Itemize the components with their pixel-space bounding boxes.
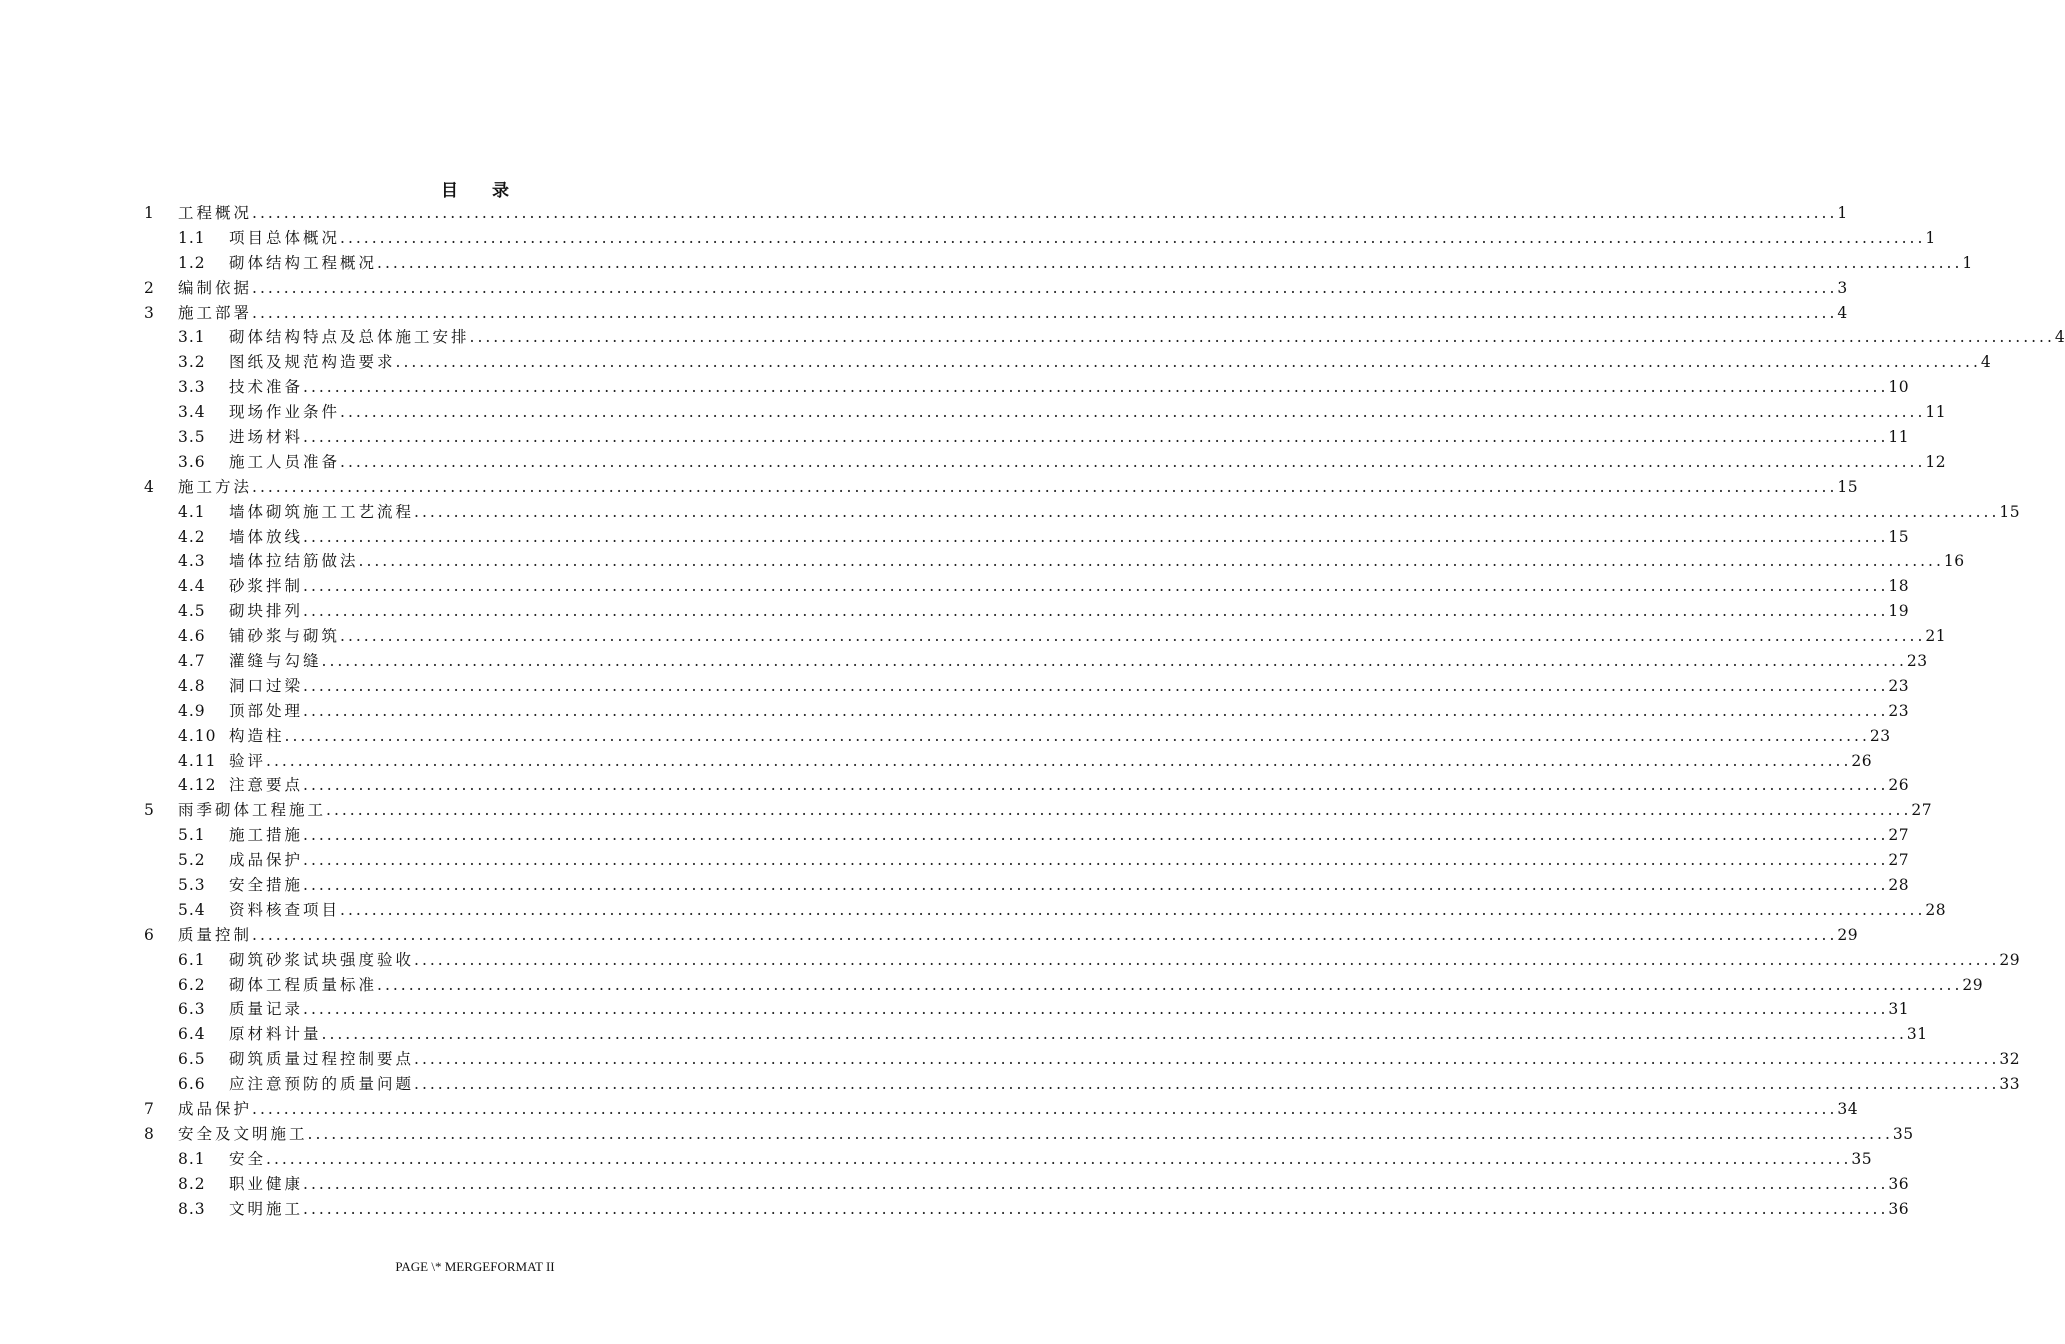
toc-entry-number: 5.1 xyxy=(178,826,206,845)
toc-entry-title: 进场材料 xyxy=(229,428,304,446)
toc-entry-title: 雨季砌体工程施工 xyxy=(178,801,327,820)
toc-entry-number: 4.2 xyxy=(178,527,206,546)
toc-dot-leader: ........................................................................................................................................................................................................ xyxy=(266,751,1852,770)
toc-entry-page: 32 xyxy=(1999,1050,2021,1069)
toc-entry-number: 2 xyxy=(144,278,154,297)
toc-entry[interactable] xyxy=(144,500,2021,525)
toc-entry-title: 墙体放线 xyxy=(229,527,304,546)
toc-entry-number: 4.5 xyxy=(178,602,206,621)
toc-entry-page: 1 xyxy=(1925,228,1936,247)
toc-entry[interactable] xyxy=(144,599,1910,624)
toc-entry-number: 1.1 xyxy=(178,228,206,247)
toc-entry[interactable] xyxy=(144,998,1910,1023)
toc-entry-page: 19 xyxy=(1888,602,1910,621)
toc-dot-leader: ........................................................................................................................................................................................................ xyxy=(303,701,1889,720)
toc-entry-title: 原材料计量 xyxy=(229,1025,322,1044)
toc-dot-leader: ........................................................................................................................................................................................................ xyxy=(303,851,1889,870)
toc-entry-number: 4.7 xyxy=(178,652,206,671)
toc-entry-page: 31 xyxy=(1906,1025,1928,1044)
toc-dot-leader: ........................................................................................................................................................................................................ xyxy=(252,278,1838,297)
toc-entry[interactable] xyxy=(144,898,1947,923)
toc-entry[interactable] xyxy=(144,325,2065,350)
toc-entry[interactable] xyxy=(144,475,1859,500)
toc-entry-page: 27 xyxy=(1888,851,1910,870)
toc-dot-leader: ........................................................................................................................................................................................................ xyxy=(303,602,1889,621)
toc-dot-leader: ........................................................................................................................................................................................................ xyxy=(303,676,1889,695)
toc-entry[interactable] xyxy=(144,624,1947,649)
toc-entry[interactable] xyxy=(144,749,1873,774)
toc-entry[interactable] xyxy=(144,1172,1910,1197)
toc-entry-title: 砌筑砂浆试块强度验收 xyxy=(229,950,415,969)
toc-entry[interactable] xyxy=(144,301,1848,326)
toc-entry-page: 29 xyxy=(1837,925,1859,944)
toc-entry-page: 1 xyxy=(1962,253,1973,272)
toc-entry[interactable] xyxy=(144,948,2021,973)
toc-entry-title: 砌体工程质量标准 xyxy=(229,975,378,994)
toc-dot-leader: ........................................................................................................................................................................................................ xyxy=(414,1050,2000,1069)
toc-entry-page: 11 xyxy=(1888,428,1910,446)
toc-dot-leader: ........................................................................................................................................................................................................ xyxy=(303,527,1889,546)
toc-entry-number: 5.2 xyxy=(178,851,206,870)
toc-entry-number: 3 xyxy=(144,303,154,322)
toc-entry[interactable] xyxy=(144,226,1936,251)
toc-dot-leader: ........................................................................................................................................................................................................ xyxy=(252,477,1838,496)
toc-entry-page: 26 xyxy=(1851,751,1873,770)
toc-entry-title: 铺砂浆与砌筑 xyxy=(229,627,341,646)
toc-entry[interactable] xyxy=(144,798,1933,823)
toc-entry-title: 资料核查项目 xyxy=(229,900,341,919)
toc-entry-title: 施工方法 xyxy=(178,477,253,496)
toc-entry[interactable] xyxy=(144,773,1910,798)
toc-dot-leader: ........................................................................................................................................................................................................ xyxy=(414,1075,2000,1094)
toc-entry[interactable] xyxy=(144,973,1984,998)
toc-entry-number: 6.3 xyxy=(178,1000,206,1019)
toc-dot-leader: ........................................................................................................................................................................................................ xyxy=(340,403,1926,422)
toc-entry-title: 验评 xyxy=(229,751,267,770)
toc-entry-page: 28 xyxy=(1888,876,1910,895)
toc-dot-leader: ........................................................................................................................................................................................................ xyxy=(340,228,1926,247)
toc-entry-number: 6.5 xyxy=(178,1050,206,1069)
toc-entry-number: 6.2 xyxy=(178,975,206,994)
toc-entry-title: 构造柱 xyxy=(229,726,285,745)
toc-entry-number: 4.8 xyxy=(178,676,206,695)
toc-entry-number: 6.4 xyxy=(178,1025,206,1044)
toc-entry-title: 注意要点 xyxy=(229,776,304,795)
toc-entry-title: 安全措施 xyxy=(229,876,304,895)
toc-entry-title: 现场作业条件 xyxy=(229,403,341,422)
toc-entry[interactable] xyxy=(144,201,1848,226)
toc-entry-title: 墙体拉结筋做法 xyxy=(229,552,359,571)
toc-entry-page: 27 xyxy=(1888,826,1910,845)
toc-entry-page: 35 xyxy=(1851,1149,1873,1168)
toc-dot-leader: ........................................................................................................................................................................................................ xyxy=(358,552,1944,571)
toc-title: 目 录 xyxy=(441,181,523,201)
toc-entry-title: 技术准备 xyxy=(229,378,304,397)
toc-entry-page: 16 xyxy=(1943,552,1965,571)
toc-entry-number: 4.1 xyxy=(178,502,206,521)
toc-dot-leader: ........................................................................................................................................................................................................ xyxy=(303,378,1889,397)
toc-entry-page: 31 xyxy=(1888,1000,1910,1019)
toc-entry-title: 质量控制 xyxy=(178,925,253,944)
toc-entry-page: 23 xyxy=(1888,701,1910,720)
toc-dot-leader: ........................................................................................................................................................................................................ xyxy=(303,776,1889,795)
toc-entry-title: 质量记录 xyxy=(229,1000,304,1019)
toc-entry-number: 7 xyxy=(144,1100,154,1119)
toc-entry-number: 5.4 xyxy=(178,900,206,919)
toc-dot-leader: ........................................................................................................................................................................................................ xyxy=(414,502,2000,521)
toc-entry-number: 8.3 xyxy=(178,1199,206,1218)
toc-entry-number: 4.11 xyxy=(178,751,217,770)
toc-entry[interactable] xyxy=(144,525,1910,550)
toc-entry-page: 15 xyxy=(1888,527,1910,546)
toc-dot-leader: ........................................................................................................................................................................................................ xyxy=(303,1000,1889,1019)
toc-entry-number: 4.9 xyxy=(178,701,206,720)
toc-entry[interactable] xyxy=(144,873,1910,898)
toc-entry-page: 23 xyxy=(1906,652,1928,671)
toc-entry[interactable] xyxy=(144,649,1928,674)
toc-entry-page: 4 xyxy=(1980,353,1992,372)
toc-dot-leader: ........................................................................................................................................................................................................ xyxy=(252,925,1838,944)
toc-entry-title: 工程概况 xyxy=(178,203,253,222)
toc-entry[interactable] xyxy=(144,1022,1928,1047)
toc-dot-leader: ........................................................................................................................................................................................................ xyxy=(307,1124,1893,1143)
toc-entry-title: 洞口过梁 xyxy=(229,676,304,695)
toc-entry[interactable] xyxy=(144,848,1910,873)
toc-dot-leader: ........................................................................................................................................................................................................ xyxy=(303,577,1889,596)
toc-entry-page: 34 xyxy=(1837,1100,1859,1119)
toc-entry-title: 砌块排列 xyxy=(229,602,304,621)
toc-dot-leader: ........................................................................................................................................................................................................ xyxy=(414,950,2000,969)
toc-entry-title: 图纸及规范构造要求 xyxy=(229,353,396,372)
toc-entry-number: 5 xyxy=(144,801,154,820)
toc-entry-page: 4 xyxy=(2054,328,2065,347)
toc-entry-page: 12 xyxy=(1925,452,1947,471)
toc-entry-title: 墙体砌筑施工工艺流程 xyxy=(229,502,415,521)
toc-entry-number: 4.6 xyxy=(178,627,206,646)
toc-entry-page: 15 xyxy=(1999,502,2021,521)
toc-dot-leader: ........................................................................................................................................................................................................ xyxy=(303,876,1889,895)
toc-entry[interactable] xyxy=(144,574,1910,599)
toc-entry[interactable] xyxy=(144,923,1859,948)
toc-entry-page: 23 xyxy=(1888,676,1910,695)
toc-entry-page: 21 xyxy=(1925,627,1947,646)
toc-dot-leader: ........................................................................................................................................................................................................ xyxy=(252,1100,1838,1119)
toc-dot-leader: ........................................................................................................................................................................................................ xyxy=(377,253,1963,272)
toc-entry-page: 23 xyxy=(1869,726,1891,745)
toc-entry-title: 砌体结构特点及总体施工安排 xyxy=(229,328,470,347)
toc-entry[interactable] xyxy=(144,251,1973,276)
toc-entry-title: 施工部署 xyxy=(178,303,253,322)
toc-entry[interactable] xyxy=(144,1047,2021,1072)
toc-entry[interactable] xyxy=(144,1122,1914,1147)
toc-entry-title: 项目总体概况 xyxy=(229,228,341,247)
toc-dot-leader: ........................................................................................................................................................................................................ xyxy=(321,652,1907,671)
toc-entry-number: 8.1 xyxy=(178,1149,206,1168)
toc-entry-number: 4 xyxy=(144,477,154,496)
toc-entry-number: 4.3 xyxy=(178,552,206,571)
toc-dot-leader: ........................................................................................................................................................................................................ xyxy=(303,826,1889,845)
toc-entry-page: 33 xyxy=(1999,1075,2021,1094)
toc-entry[interactable] xyxy=(144,1097,1859,1122)
toc-entry-title: 砂浆拌制 xyxy=(229,577,304,596)
toc-entry-page: 1 xyxy=(1837,203,1848,222)
toc-entry-title: 施工措施 xyxy=(229,826,304,845)
toc-entry-number: 1 xyxy=(144,203,154,222)
toc-entry-title: 文明施工 xyxy=(229,1199,304,1218)
toc-entry-title: 职业健康 xyxy=(229,1174,304,1193)
toc-entry[interactable] xyxy=(144,699,1910,724)
toc-entry-number: 6.6 xyxy=(178,1075,206,1094)
toc-entry-title: 砌体结构工程概况 xyxy=(229,253,378,272)
toc-entry-page: 36 xyxy=(1888,1199,1910,1218)
toc-entry-number: 6 xyxy=(144,925,154,944)
toc-entry-page: 28 xyxy=(1925,900,1947,919)
toc-entry-title: 应注意预防的质量问题 xyxy=(229,1075,415,1094)
toc-entry-number: 3.2 xyxy=(178,353,206,372)
table-of-contents xyxy=(144,201,2065,1222)
toc-entry[interactable] xyxy=(144,823,1910,848)
toc-entry-number: 4.12 xyxy=(178,776,217,795)
toc-entry-page: 36 xyxy=(1888,1174,1910,1193)
toc-dot-leader: ........................................................................................................................................................................................................ xyxy=(303,1199,1889,1218)
toc-entry-number: 8.2 xyxy=(178,1174,206,1193)
toc-entry-title: 成品保护 xyxy=(178,1100,253,1119)
toc-entry-number: 1.2 xyxy=(178,253,206,272)
toc-entry-number: 4.4 xyxy=(178,577,206,596)
toc-entry-title: 安全及文明施工 xyxy=(178,1124,308,1143)
toc-entry-title: 灌缝与勾缝 xyxy=(229,652,322,671)
toc-entry-number: 3.1 xyxy=(178,328,206,347)
toc-entry-page: 27 xyxy=(1911,801,1933,820)
toc-entry-page: 29 xyxy=(1962,975,1984,994)
toc-entry-page: 29 xyxy=(1999,950,2021,969)
toc-dot-leader: ........................................................................................................................................................................................................ xyxy=(377,975,1963,994)
toc-dot-leader: ........................................................................................................................................................................................................ xyxy=(303,1174,1889,1193)
toc-dot-leader: ........................................................................................................................................................................................................ xyxy=(340,452,1926,471)
toc-entry[interactable] xyxy=(144,1147,1873,1172)
toc-entry-page: 26 xyxy=(1888,776,1910,795)
toc-dot-leader: ........................................................................................................................................................................................................ xyxy=(340,900,1926,919)
toc-entry-title: 成品保护 xyxy=(229,851,304,870)
page-footer: PAGE \* MERGEFORMAT II xyxy=(395,1259,555,1274)
toc-entry-title: 编制依据 xyxy=(178,278,253,297)
toc-dot-leader: ........................................................................................................................................................................................................ xyxy=(284,726,1870,745)
toc-entry-number: 8 xyxy=(144,1124,154,1143)
toc-entry[interactable] xyxy=(144,276,1848,301)
toc-entry-number: 5.3 xyxy=(178,876,206,895)
toc-entry[interactable] xyxy=(144,1197,1910,1222)
toc-entry-number: 3.3 xyxy=(178,378,206,397)
toc-entry[interactable] xyxy=(144,674,1910,699)
toc-dot-leader: ........................................................................................................................................................................................................ xyxy=(252,303,1838,322)
toc-dot-leader: ........................................................................................................................................................................................................ xyxy=(303,428,1889,446)
toc-entry[interactable] xyxy=(144,1072,2021,1097)
toc-dot-leader: ........................................................................................................................................................................................................ xyxy=(266,1149,1852,1168)
toc-entry-page: 15 xyxy=(1837,477,1859,496)
toc-entry-number: 3.4 xyxy=(178,403,206,422)
toc-entry[interactable] xyxy=(144,549,1965,574)
toc-entry[interactable] xyxy=(144,450,1947,475)
toc-entry[interactable] xyxy=(144,400,1947,425)
toc-dot-leader: ........................................................................................................................................................................................................ xyxy=(340,627,1926,646)
toc-entry-page: 35 xyxy=(1892,1124,1914,1143)
toc-entry-title: 施工人员准备 xyxy=(229,452,341,471)
toc-entry-number: 3.6 xyxy=(178,452,206,471)
toc-entry-number: 6.1 xyxy=(178,950,206,969)
toc-dot-leader: ........................................................................................................................................................................................................ xyxy=(326,801,1912,820)
toc-entry[interactable] xyxy=(144,350,1992,375)
toc-entry[interactable] xyxy=(144,375,1910,400)
toc-entry-title: 顶部处理 xyxy=(229,701,304,720)
toc-dot-leader: ........................................................................................................................................................................................................ xyxy=(321,1025,1907,1044)
toc-dot-leader: ........................................................................................................................................................................................................ xyxy=(252,203,1838,222)
toc-entry[interactable] xyxy=(144,724,1891,749)
toc-entry-page: 10 xyxy=(1888,378,1910,397)
toc-entry-number: 4.10 xyxy=(178,726,217,745)
toc-dot-leader: ........................................................................................................................................................................................................ xyxy=(395,353,1981,372)
toc-entry-page: 18 xyxy=(1888,577,1910,596)
toc-entry-page: 3 xyxy=(1837,278,1848,297)
toc-entry-number: 3.5 xyxy=(178,428,206,446)
toc-entry-page: 4 xyxy=(1837,303,1848,322)
toc-entry-title: 安全 xyxy=(229,1149,267,1168)
toc-dot-leader: ........................................................................................................................................................................................................ xyxy=(469,328,2055,347)
toc-entry[interactable] xyxy=(144,425,1910,450)
toc-entry-page: 11 xyxy=(1925,403,1947,422)
toc-entry-title: 砌筑质量过程控制要点 xyxy=(229,1050,415,1069)
